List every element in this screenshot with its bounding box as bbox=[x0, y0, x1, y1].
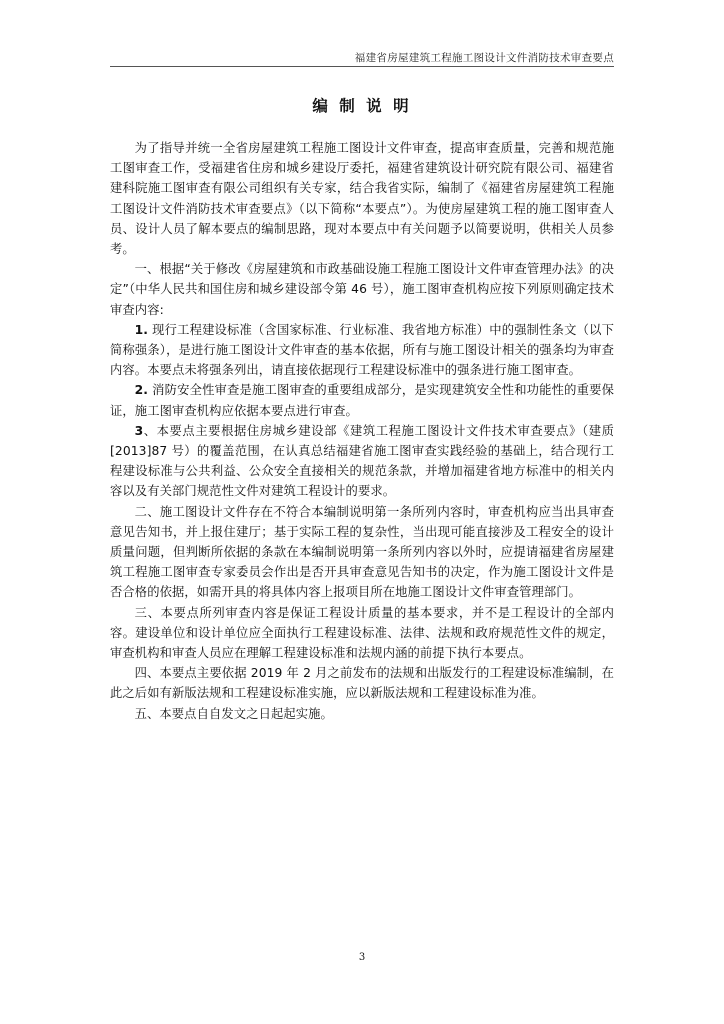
paragraph-intro bbox=[110, 138, 614, 259]
paragraph-text: 现行工程建设标准（含国家标准、行业标准、我省地方标准）中的强制性条文（以下简称强条），是进行施工图设计文件审查的基本依据，所有与施工图设计相关的强条均为审查内容。本要点未将强条列出，请直接依据现行工程建设标准中的强条进行施工图审查。 bbox=[110, 322, 614, 378]
document-title: 编 制 说 明 bbox=[312, 97, 412, 115]
paragraph-text: 消防安全性审查是施工图审查的重要组成部分，是实现建筑安全性和功能性的重要保证，施工图审查机构应依据本要点进行审查。 bbox=[110, 383, 614, 418]
paragraph-text: 、本要点主要根据住房城乡建设部《建筑工程施工图设计文件技术审查要点》（建质[2013]87 号）的覆盖范围，在认真总结福建省施工图审查实践经验的基础上，结合现行工程建设标准与公共利益、公众安全直接相关的规范条款，并增加福建省地方标准中的相关内容以及有关部门规范性文件对建筑工程设计的要求。 bbox=[110, 423, 614, 499]
page-number: 3 bbox=[358, 952, 366, 963]
paragraph-text: 为了指导并统一全省房屋建筑工程施工图设计文件审查，提高审查质量，完善和规范施工图审查工作，受福建省住房和城乡建设厅委托，福建省建筑设计研究院有限公司、福建省建科院施工图审查有限公司组织有关专家，结合我省实际，编制了《福建省房屋建筑工程施工图设计文件消防技术审查要点》（以下简称“本要点”）。为使房屋建筑工程的施工图审查人员、设计人员了解本要点的编制思路，现对本要点中有关问题予以简要说明，供相关人员参考。 bbox=[110, 141, 614, 257]
paragraph-section-1 bbox=[110, 259, 614, 320]
paragraph-text: 五、本要点自自发文之日起起实施。 bbox=[134, 706, 333, 721]
paragraph-item-3 bbox=[110, 421, 614, 502]
running-header: 福建省房屋建筑工程施工图设计文件消防技术审查要点 bbox=[354, 52, 614, 64]
document-body bbox=[110, 138, 614, 724]
header-divider bbox=[110, 66, 614, 67]
paragraph-text: 二、施工图设计文件存在不符合本编制说明第一条所列内容时，审查机构应当出具审查意见告知书，并上报住建厅；基于实际工程的复杂性，当出现可能直接涉及工程安全的设计质量问题，但判断所依据的条款在本编制说明第一条所列内容以外时，应提请福建省房屋建筑工程施工图审查专家委员会作出是否开具审查意见告知书的决定，作为施工图设计文件是否合格的依据，如需开具的将具体内容上报项目所在地施工图设计文件审查管理部门。 bbox=[110, 504, 614, 600]
paragraph-section-4 bbox=[110, 663, 614, 703]
paragraph-item-1 bbox=[110, 320, 614, 381]
paragraph-text: 四、本要点主要依据 2019 年 2 月之前发布的法规和出版发行的工程建设标准编制，在此之后如有新版法规和工程建设标准实施，应以新版法规和工程建设标准为准。 bbox=[110, 666, 614, 701]
paragraph-section-5 bbox=[110, 704, 614, 724]
paragraph-text: 一、根据“关于修改《房屋建筑和市政基础设施工程施工图设计文件审查管理办法》的决定”（中华人民共和国住房和城乡建设部令第 46 号），施工图审查机构应按下列原则确定技术审查内容: bbox=[110, 262, 614, 317]
item-number: 3 bbox=[134, 423, 144, 438]
item-number: 1. bbox=[134, 322, 149, 337]
paragraph-section-2 bbox=[110, 502, 614, 603]
paragraph-section-3 bbox=[110, 603, 614, 664]
paragraph-item-2 bbox=[110, 380, 614, 420]
item-number: 2. bbox=[134, 383, 149, 398]
paragraph-text: 三、本要点所列审查内容是保证工程设计质量的基本要求，并不是工程设计的全部内容。建设单位和设计单位应全面执行工程建设标准、法律、法规和政府规范性文件的规定，审查机构和审查人员应在理解工程建设标准和法规内涵的前提下执行本要点。 bbox=[110, 605, 614, 661]
